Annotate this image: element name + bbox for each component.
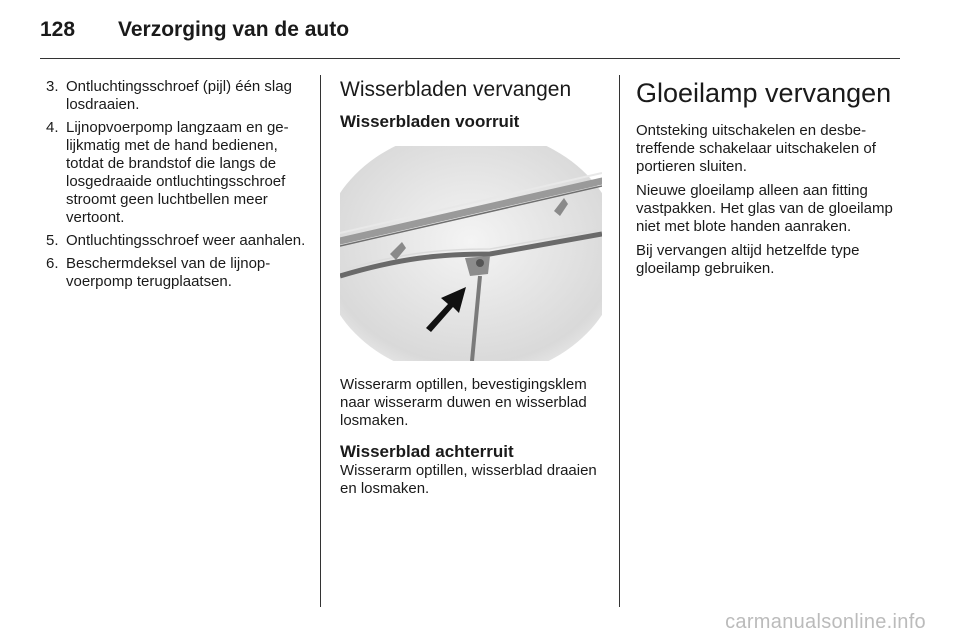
wiper-arm-illustration: [340, 146, 602, 361]
step-item: 5. Ontluchtingsschroef weer aanhalen.: [46, 232, 306, 249]
page-number: 128: [40, 18, 76, 41]
page-header: [40, 18, 349, 50]
rear-wiper-instructions: Wisserarm optillen, wisserblad draaien en losmaken.: [340, 462, 597, 497]
subheading-front-wiper: Wisserbladen voorruit: [340, 112, 520, 131]
bulb-paragraph: Bij vervangen altijd hetzelfde type gloeilamp gebruiken.: [636, 242, 860, 277]
front-wiper-instructions: Wisserarm optillen, bevestigingsklem naar wisserarm duwen en wisserblad losmaken.: [340, 376, 587, 429]
column-fuel-bleeding-steps: [46, 78, 308, 296]
step-item: 3. Ontluchtingsschroef (pijl) één slag losdraaien.: [46, 78, 292, 113]
watermark: carmanualsonline.info: [725, 611, 926, 633]
column-divider-1: [320, 75, 321, 607]
step-list: [46, 78, 308, 291]
subheading-rear-wiper: Wisserblad achterruit: [340, 442, 514, 461]
page-title: Verzorging van de auto: [118, 18, 350, 41]
section-heading-bulb-replacement: Gloeilamp vervangen: [636, 78, 892, 108]
step-item: 4. Lijnopvoerpomp langzaam en gelijkmatig met de hand bedienen, totdat de brandstof die langs de losgedraaide ontluchtingsschroef stroomt geen luchtbellen meer vertoont.: [46, 119, 289, 226]
bulb-paragraph: Ontsteking uitschakelen en desbetreffende schakelaar uitschakelen of portieren sluiten.: [636, 122, 876, 175]
bulb-paragraph: Nieuwe gloeilamp alleen aan fitting vastpakken. Het glas van de gloeilamp niet met blote handen aanraken.: [636, 182, 893, 235]
section-heading-wiper-blades: Wisserbladen vervangen: [340, 78, 572, 101]
column-divider-2: [619, 75, 620, 607]
step-item: 6. Beschermdeksel van de lijnopvoerpomp terugplaatsen.: [46, 255, 271, 290]
column-wiper-blades: [340, 78, 602, 504]
header-divider: [40, 58, 900, 59]
column-bulb-replacement: [636, 78, 906, 284]
